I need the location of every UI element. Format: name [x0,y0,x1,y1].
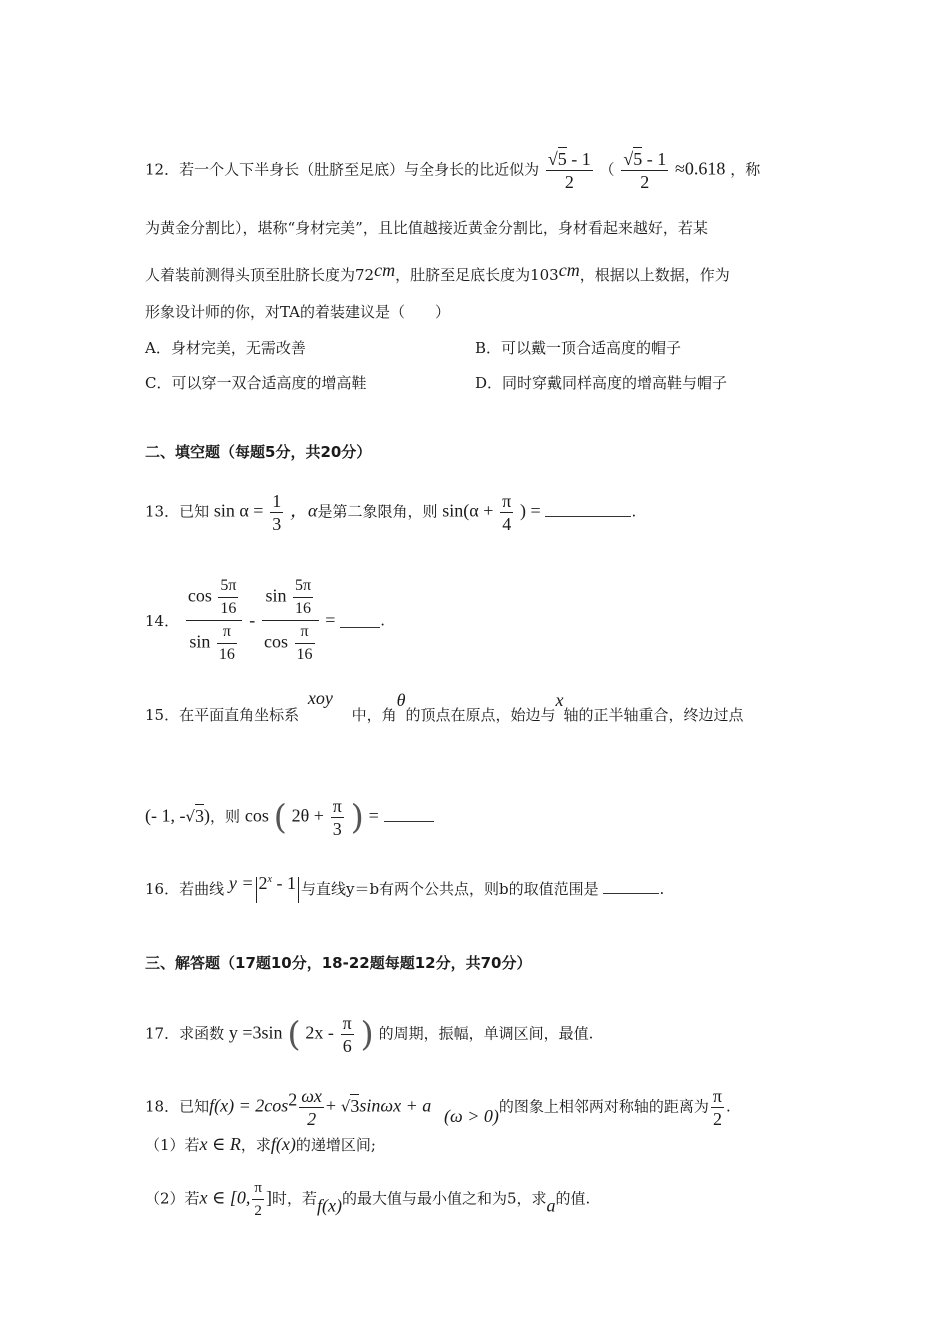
q18-condition: (ω > 0) [444,1105,499,1126]
q14-equals: = [325,610,336,630]
q15-three: 3 [332,819,342,839]
sin-alpha: sin α = [213,500,264,521]
option-b: B．可以戴一顶合适高度的帽子 [475,339,682,357]
q14-16c: 16 [295,600,312,617]
q14-16: 16 [220,600,237,617]
q14-cos-2: cos [264,631,289,652]
q13-num: 1 [272,491,282,511]
q14 [145,575,385,666]
q17-pi-over-6 [341,1012,354,1057]
q14-pi-16-a [217,621,237,666]
q18-sub2 [145,1177,590,1222]
paren-open: （ [599,160,615,179]
q18-sub2-a: （2）若 [145,1189,200,1208]
q12-line1 [145,148,760,193]
q16-answer-blank [603,879,659,894]
q15-point-b: ) [204,805,211,826]
q18-sqrt3: 3 [350,1095,360,1116]
q17-pi: π [342,1013,352,1033]
q14-frac-2 [262,575,319,666]
q13-pi: π [502,491,512,511]
q18-main: 18．已知$f(x) = 2\cos^2$ $\frac{\omega x}{2}$ + √3sinωx + a (ω > 0)的图象上相邻两对称轴的距离为 $\frac{\pi}{2}$ . [145,1086,731,1129]
one-third [270,490,283,535]
q14-5pi: 5π [218,575,238,598]
q13-expr-b: ) = [520,500,541,521]
q18-sub2-pi-over-2 [252,1177,264,1222]
q12-line3 [145,260,730,285]
q13-answer-blank [545,502,631,517]
q18-prefix: 18．已知 [145,1097,210,1116]
q16-minus1: - 1 [271,873,296,893]
q14-frac-1 [186,575,243,666]
q18-sub2-x: x ∈ [0, [199,1187,251,1208]
q13-expr-a: sin(α + [442,500,494,521]
q17-text: 的周期，振幅，单调区间，最值. [378,1024,594,1043]
abs-bar-left [256,877,257,903]
q14-16b: 16 [218,646,235,663]
q18-square: 2 [288,1089,298,1110]
q14-sin: sin [189,631,211,652]
q15-cos: cos [244,805,269,826]
option-d: D．同时穿戴同样高度的增高鞋与帽子 [475,374,728,392]
q15-two-theta: 2θ + [291,805,324,826]
q13-four: 4 [502,514,512,534]
q18-omega-x-over-2 [299,1085,324,1130]
q12-text-a: 12．若一个人下半身长（肚脐至足底）与全身长的比近似为 [145,160,540,179]
q15-text-a: 15．在平面直角坐标系 [145,706,300,724]
q18-plus: + [325,1095,337,1116]
q18-sub2-c: 的最大值与最小值之和为5，求 [341,1189,547,1208]
q17-six: 6 [342,1036,352,1056]
golden-ratio-fraction-2: $\frac{√5 - 1}{2}$ [623,149,667,192]
q15-point-a: (- 1, - [145,805,186,826]
q18-f-c: sinωx + a [359,1095,432,1116]
q13-den: 3 [272,514,282,534]
q18-pi: π [712,1086,722,1106]
alpha: ，α [290,500,318,521]
unit-cm: cm [374,260,396,280]
q18-sub2-two: 2 [254,1203,262,1219]
q18-text: 的图象上相邻两对称轴的距离为 [498,1097,709,1116]
q15-line1 [145,688,744,725]
q14-pi: π [217,621,237,644]
q16-x-sup: x [267,874,272,885]
q18-sub1-x: x ∈ R [199,1134,241,1154]
q12-line3-c: ，根据以上数据，作为 [579,266,730,284]
q13-end: . [631,502,637,521]
q15-then: ，则 [210,807,241,826]
sqrt-5-b: 5 [633,149,643,169]
pi-over-4 [500,490,513,535]
q14-end: . [380,611,386,630]
q18-omega-x: ωx [301,1086,322,1106]
section-3-title: 三、解答题（17题10分，18-22题每题12分，共70分） [145,954,532,972]
q16-text: 与直线y＝b有两个公共点，则b的取值范围是 [300,880,599,898]
q14-5pi-b: 5π [293,575,313,598]
frac-num-rest: - 1 [566,149,591,169]
q18-sub1-c: 的递增区间; [295,1136,376,1154]
frac-den: 2 [564,172,574,192]
q18-sub2-pi: π [252,1177,264,1200]
q18-sub1-f: f(x) [270,1134,296,1154]
q15-sqrt3: 3 [195,805,205,826]
approx-value: ≈0.618 [675,158,726,179]
q12-text-b: ，称 [730,160,761,179]
q16-prefix: 16．若曲线 [145,880,225,898]
q12-line3-b: ，肚脐至足底长度为103 [395,266,559,284]
q18-sub1 [145,1134,376,1155]
q16-end: . [659,880,665,898]
q18-sub2-f: f(x) [316,1195,342,1216]
q18-sub1-a: （1）若 [145,1136,200,1154]
q18-end: . [726,1097,731,1116]
q14-pi-16-b [295,621,315,666]
q18-sub2-close: ] [265,1187,272,1208]
q14-answer-blank [340,613,380,628]
q14-cos: cos [187,585,212,606]
sqrt-5: 5 [557,149,567,169]
q15-pi: π [332,796,342,816]
section-2-title: 二、填空题（每题5分，共20分） [145,443,372,461]
q14-sin-2: sin [265,585,287,606]
q17-y-eq: y =3sin [228,1022,283,1043]
q15-equals: = [368,805,379,826]
q18-sub2-d: 的值. [555,1189,591,1208]
q15-text-d: 轴的正半轴重合，终边过点 [563,706,744,724]
xoy: xoy [307,688,333,708]
q15-text-c: 的顶点在原点，始边与 [405,706,556,724]
q17-prefix: 17．求函数 [145,1024,225,1043]
q14-5pi-16-a [218,575,238,620]
q14-16d: 16 [296,646,313,663]
option-c: C．可以穿一双合适高度的增高鞋 [145,374,367,392]
q16-y-eq: y = [228,873,254,893]
q14-5pi-16-b [293,575,313,620]
frac-num-rest-b: - 1 [642,149,667,169]
q15-answer-blank [384,807,434,822]
q13-prefix: 13．已知 [145,502,210,521]
q16 [145,870,664,903]
q12-line3-a: 人着装前测得头顶至肚脐长度为72 [145,266,375,284]
q15-pi-over-3 [331,795,344,840]
q18-two-b: 2 [712,1109,722,1129]
q17-two-x: 2x - [305,1022,334,1043]
q15-line2: (- 1, -√3)，则 cos ( 2θ + $\frac{\pi}{3}$ ) = [145,795,434,840]
q13 [145,490,636,535]
q16-two: 2 [258,873,268,893]
q18-pi-over-2 [711,1085,724,1130]
q14-prefix: 14． [145,612,180,630]
golden-ratio-fraction: $\frac{√5 - 1}{2}$ [547,149,591,192]
q15-text-b: 中，角 [351,706,397,724]
q13-text: 是第二象限角，则 [317,502,438,521]
q18-two: 2 [307,1109,317,1129]
q14-minus: - [249,610,256,630]
theta: θ [396,690,406,710]
abs-bar-right [298,877,299,903]
q12-line4: 形象设计师的你，对TA的着装建议是（ ） [145,303,451,321]
q14-pi-b: π [295,621,315,644]
frac-den-b: 2 [640,172,650,192]
x-var: x [555,690,564,710]
q18-sub2-b: 时，若 [271,1189,317,1208]
q18-sub1-b: ，求 [240,1136,271,1154]
q12-line2: 为黄金分割比），堪称“身材完美”，且比值越接近黄金分割比，身材看起来越好，若某 [145,219,708,237]
q18-sub2-a-var: a [546,1195,556,1216]
q18-f-a: f(x) = 2cos [209,1095,289,1116]
option-a: A．身材完美，无需改善 [145,339,306,357]
q17: 17．求函数 y =3sin ( 2x - $\frac{\pi}{6}$ ) 的周期，振幅，单调区间，最值. [145,1013,594,1056]
unit-cm-2: cm [558,260,580,280]
